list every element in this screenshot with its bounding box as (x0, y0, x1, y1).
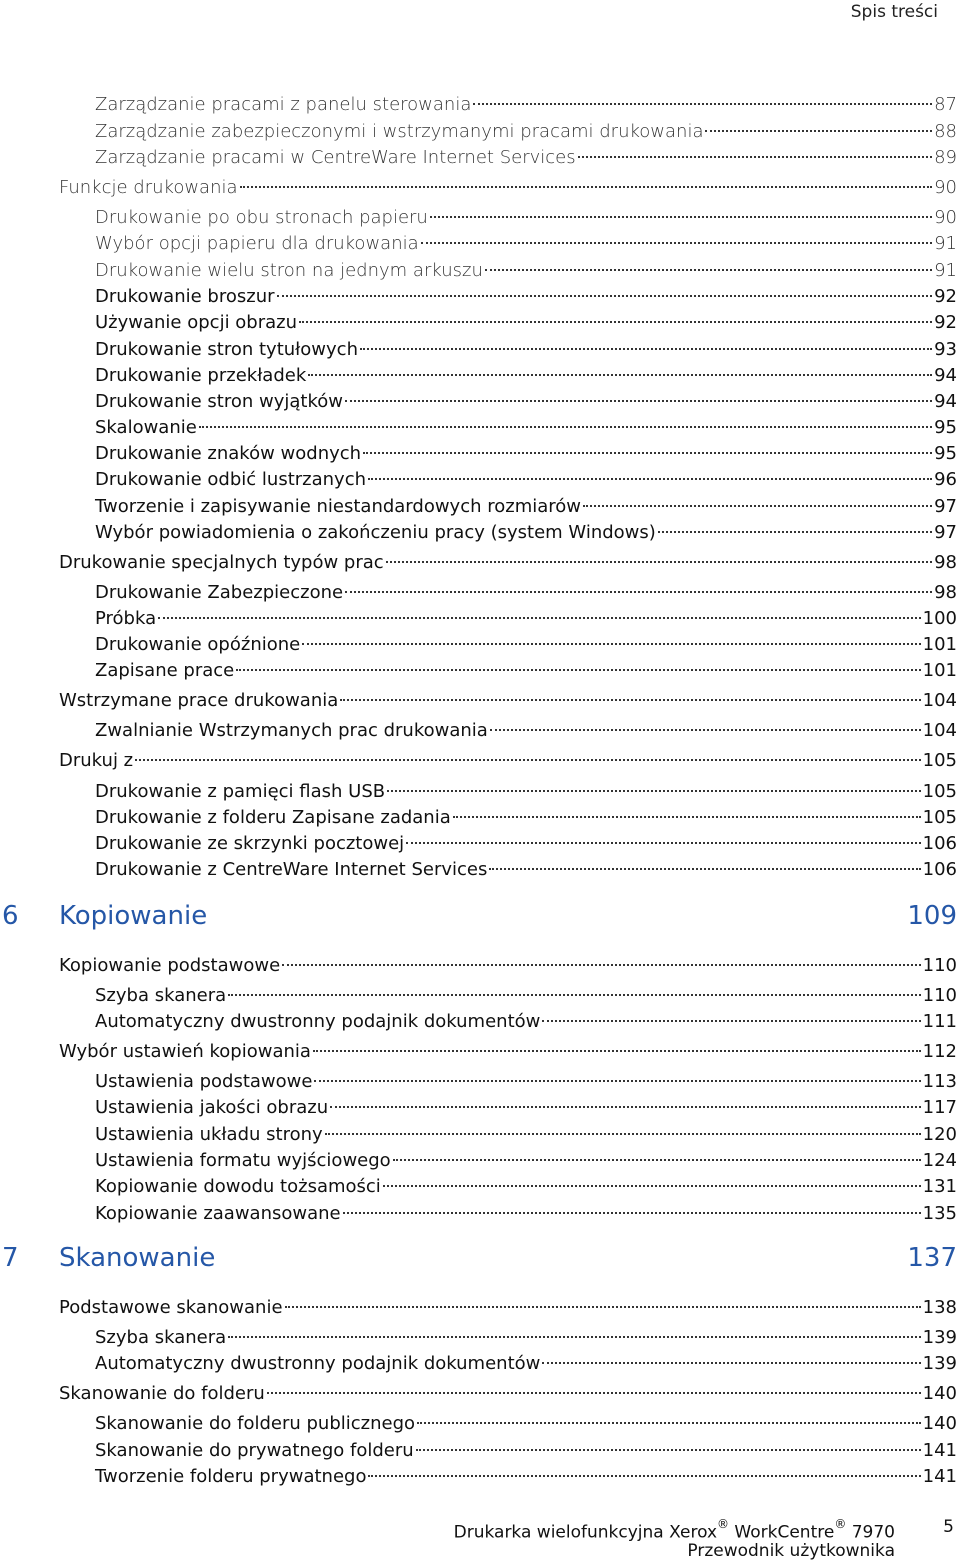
toc-entry-page: 101 (922, 634, 957, 655)
toc-entry-title: Drukowanie Zabezpieczone (95, 582, 344, 603)
dot-leader (277, 295, 933, 297)
toc-entry-page: 105 (922, 781, 957, 802)
toc-entry-title: Zarządzanie zabezpieczonymi i wstrzymanymi pracami drukowania (95, 121, 704, 142)
dot-leader (578, 156, 932, 158)
dot-leader (363, 452, 932, 454)
toc-entry-title: Wybór opcji papieru dla drukowania (95, 233, 419, 254)
toc-entry-page: 98 (934, 552, 957, 573)
footer-model: 7970 (851, 1522, 895, 1543)
toc-entry-page: 106 (922, 833, 957, 854)
toc-entry[interactable] (95, 1175, 957, 1199)
toc-entry[interactable] (95, 1149, 957, 1173)
toc-entry-page: 138 (922, 1297, 957, 1318)
toc-entry-title: Szyba skanera (95, 985, 227, 1006)
toc-entry[interactable] (95, 120, 957, 144)
toc-entry-page: 104 (922, 690, 957, 711)
toc-entry-page: 131 (922, 1176, 957, 1197)
toc-entry-title: Tworzenie folderu prywatnego (95, 1466, 367, 1487)
toc-entry-page: 93 (934, 339, 957, 360)
dot-leader (343, 1212, 921, 1214)
footer-guide-title: Przewodnik użytkownika (687, 1541, 895, 1561)
toc-entry[interactable] (95, 390, 957, 414)
dot-leader (658, 531, 932, 533)
toc-entry-title: Używanie opcji obrazu (95, 312, 298, 333)
chapter-number: 6 (2, 901, 19, 931)
toc-entry[interactable] (95, 1439, 957, 1463)
toc-entry[interactable] (95, 858, 957, 882)
toc-entry[interactable] (95, 1352, 957, 1376)
chapter-title: Kopiowanie (59, 901, 208, 931)
toc-entry-page: 141 (922, 1440, 957, 1461)
toc-entry-page: 113 (922, 1071, 957, 1092)
chapter-title: Skanowanie (59, 1243, 216, 1273)
toc-entry-page: 97 (934, 496, 957, 517)
footer-brand: Drukarka wielofunkcyjna Xerox (453, 1522, 718, 1543)
toc-entry[interactable] (95, 780, 957, 804)
toc-entry-title: Drukowanie stron tytułowych (95, 339, 358, 360)
dot-leader (416, 1449, 921, 1451)
toc-entry-title: Funkcje drukowania (59, 177, 238, 198)
toc-entry-title: Drukowanie opóźnione (95, 634, 301, 655)
dot-leader (285, 1306, 921, 1308)
footer-product: WorkCentre (734, 1522, 835, 1543)
dot-leader (473, 103, 932, 105)
toc-entry[interactable] (95, 984, 957, 1008)
dot-leader (705, 130, 932, 132)
dot-leader (313, 1050, 921, 1052)
dot-leader (490, 729, 921, 731)
dot-leader (345, 400, 932, 402)
dot-leader (387, 790, 921, 792)
toc-entry-page: 120 (922, 1124, 957, 1145)
toc-entry[interactable] (95, 607, 957, 631)
toc-entry-title: Kopiowanie zaawansowane (95, 1203, 341, 1224)
toc-entry-page: 91 (934, 260, 957, 281)
toc-entry-title: Ustawienia podstawowe (95, 1071, 313, 1092)
toc-entry[interactable] (95, 1010, 957, 1034)
toc-entry[interactable] (59, 689, 957, 713)
toc-entry-page: 140 (922, 1413, 957, 1434)
toc-entry-page: 94 (934, 391, 957, 412)
toc-entry-title: Drukowanie znaków wodnych (95, 443, 362, 464)
toc-entry[interactable] (95, 93, 957, 117)
toc-entry[interactable] (95, 468, 957, 492)
dot-leader (583, 505, 932, 507)
toc-entry-title: Wybór powiadomienia o zakończeniu pracy (system Windows) (95, 522, 656, 543)
toc-entry-title: Szyba skanera (95, 1327, 227, 1348)
toc-entry-title: Drukowanie wielu stron na jednym arkuszu (95, 260, 483, 281)
toc-entry-page: 140 (922, 1383, 957, 1404)
registered-mark: ® (834, 1517, 847, 1531)
toc-entry-page: 110 (922, 985, 957, 1006)
toc-entry[interactable] (95, 364, 957, 388)
toc-entry[interactable] (95, 832, 957, 856)
toc-entry-title: Drukuj z (59, 750, 134, 771)
dot-leader (330, 1106, 920, 1108)
registered-mark: ® (717, 1517, 730, 1531)
toc-entry-title: Drukowanie odbić lustrzanych (95, 469, 366, 490)
toc-entry-page: 95 (934, 443, 957, 464)
page-footer (0, 1515, 960, 1563)
toc-entry-page: 104 (922, 720, 957, 741)
toc-entry[interactable] (59, 749, 957, 773)
toc-entry-page: 88 (934, 121, 957, 142)
dot-leader (345, 591, 932, 593)
toc-entry[interactable] (95, 719, 957, 743)
toc-entry[interactable] (95, 442, 957, 466)
toc-entry-page: 89 (934, 147, 957, 168)
dot-leader (199, 426, 932, 428)
footer-page-number: 5 (943, 1517, 954, 1537)
toc-entry-title: Próbka (95, 608, 157, 629)
toc-entry-page: 105 (922, 750, 957, 771)
toc-entry[interactable] (95, 1412, 957, 1436)
toc-entry-title: Drukowanie broszur (95, 286, 275, 307)
dot-leader (421, 242, 932, 244)
toc-entry[interactable] (95, 232, 957, 256)
toc-entry-page: 95 (934, 417, 957, 438)
chapter-heading-6[interactable] (0, 898, 957, 934)
toc-entry-title: Automatyczny dwustronny podajnik dokumentów (95, 1011, 541, 1032)
page-header (851, 0, 938, 24)
dot-leader (485, 269, 932, 271)
toc-entry-page: 87 (934, 94, 957, 115)
toc-entry-title: Drukowanie po obu stronach papieru (95, 207, 428, 228)
dot-leader (542, 1020, 920, 1022)
dot-leader (386, 561, 932, 563)
toc-entry-page: 105 (922, 807, 957, 828)
toc-entry[interactable] (95, 495, 957, 519)
toc-entry[interactable] (95, 659, 957, 683)
toc-entry-page: 94 (934, 365, 957, 386)
toc-entry-page: 110 (922, 955, 957, 976)
toc-entry-title: Drukowanie z folderu Zapisane zadania (95, 807, 451, 828)
toc-entry[interactable] (95, 581, 957, 605)
toc-entry-title: Ustawienia układu strony (95, 1124, 323, 1145)
toc-entry[interactable] (59, 176, 957, 200)
toc-entry-page: 141 (922, 1466, 957, 1487)
dot-leader (417, 1422, 921, 1424)
chapter-page: 137 (907, 1243, 957, 1273)
dot-leader (325, 1133, 921, 1135)
toc-entry-page: 92 (934, 286, 957, 307)
dot-leader (308, 374, 932, 376)
dot-leader (406, 842, 920, 844)
dot-leader (314, 1080, 920, 1082)
dot-leader (282, 964, 920, 966)
toc-entry[interactable] (95, 521, 957, 545)
toc-entry[interactable] (95, 259, 957, 283)
toc-entry[interactable] (95, 416, 957, 440)
toc-entry-page: 101 (922, 660, 957, 681)
toc-entry-title: Skalowanie (95, 417, 197, 438)
toc-entry-title: Podstawowe skanowanie (59, 1297, 283, 1318)
toc-entry-title: Zarządzanie pracami z panelu sterowania (95, 94, 472, 115)
toc-entry-title: Drukowanie z pamięci flash USB (95, 781, 386, 802)
toc-entry-page: 90 (934, 177, 957, 198)
dot-leader (368, 1475, 920, 1477)
toc-entry[interactable] (59, 1040, 957, 1064)
toc-entry-page: 139 (922, 1353, 957, 1374)
dot-leader (240, 186, 933, 188)
dot-leader (360, 348, 932, 350)
toc-entry[interactable] (59, 954, 957, 978)
toc-entry[interactable] (95, 285, 957, 309)
toc-entry-page: 124 (922, 1150, 957, 1171)
toc-entry-title: Ustawienia jakości obrazu (95, 1097, 329, 1118)
toc-entry-title: Kopiowanie dowodu tożsamości (95, 1176, 381, 1197)
dot-leader (542, 1362, 920, 1364)
toc-entry-title: Zwalnianie Wstrzymanych prac drukowania (95, 720, 488, 741)
dot-leader (340, 699, 920, 701)
toc-entry-title: Tworzenie i zapisywanie niestandardowych rozmiarów (95, 496, 581, 517)
toc-entry[interactable] (95, 633, 957, 657)
toc-entry-page: 97 (934, 522, 957, 543)
toc-entry-page: 117 (922, 1097, 957, 1118)
toc-entry[interactable] (59, 551, 957, 575)
toc-entry-title: Wstrzymane prace drukowania (59, 690, 339, 711)
chapter-number: 7 (2, 1243, 19, 1273)
toc-entry-title: Drukowanie z CentreWare Internet Services (95, 859, 488, 880)
chapter-heading-7[interactable] (0, 1240, 957, 1276)
toc-entry[interactable] (59, 1382, 957, 1406)
dot-leader (228, 1336, 921, 1338)
toc-entry-page: 100 (922, 608, 957, 629)
toc-entry-title: Skanowanie do folderu (59, 1383, 265, 1404)
toc-entry-title: Wybór ustawień kopiowania (59, 1041, 311, 1062)
toc-entry[interactable] (95, 806, 957, 830)
toc-entry-title: Zarządzanie pracami w CentreWare Internet Services (95, 147, 576, 168)
toc-entry-page: 90 (934, 207, 957, 228)
dot-leader (430, 216, 932, 218)
toc-entry-page: 91 (934, 233, 957, 254)
dot-leader (393, 1159, 921, 1161)
dot-leader (236, 669, 920, 671)
dot-leader (383, 1185, 921, 1187)
toc-entry[interactable] (95, 1202, 957, 1226)
toc-entry-page: 92 (934, 312, 957, 333)
header-title: Spis treści (850, 2, 938, 22)
toc-entry-title: Zapisane prace (95, 660, 235, 681)
dot-leader (453, 816, 921, 818)
toc-entry[interactable] (95, 206, 957, 230)
toc-entry-page: 139 (922, 1327, 957, 1348)
chapter-page: 109 (907, 901, 957, 931)
dot-leader (158, 617, 921, 619)
toc-entry-page: 135 (922, 1203, 957, 1224)
dot-leader (489, 868, 920, 870)
toc-entry-page: 96 (934, 469, 957, 490)
toc-entry-page: 111 (922, 1011, 957, 1032)
toc-entry[interactable] (95, 311, 957, 335)
toc-entry-title: Kopiowanie podstawowe (59, 955, 281, 976)
toc-entry-title: Automatyczny dwustronny podajnik dokumentów (95, 1353, 541, 1374)
toc-entry[interactable] (95, 1326, 957, 1350)
toc-entry-title: Drukowanie ze skrzynki pocztowej (95, 833, 405, 854)
toc-entry[interactable] (95, 146, 957, 170)
dot-leader (135, 759, 921, 761)
toc-entry-title: Skanowanie do folderu publicznego (95, 1413, 416, 1434)
toc-entry-title: Drukowanie specjalnych typów prac (59, 552, 384, 573)
toc-entry-title: Ustawienia formatu wyjściowego (95, 1150, 391, 1171)
toc-entry[interactable] (95, 1465, 957, 1489)
toc-entry-page: 106 (922, 859, 957, 880)
dot-leader (267, 1392, 921, 1394)
toc-entry-title: Drukowanie stron wyjątków (95, 391, 343, 412)
dot-leader (228, 994, 921, 996)
toc-entry[interactable] (95, 1070, 957, 1094)
toc-entry[interactable] (59, 1296, 957, 1320)
toc-entry[interactable] (95, 1096, 957, 1120)
toc-entry[interactable] (95, 338, 957, 362)
toc-entry-page: 98 (934, 582, 957, 603)
toc-entry-title: Drukowanie przekładek (95, 365, 307, 386)
toc-entry-title: Skanowanie do prywatnego folderu (95, 1440, 414, 1461)
toc-entry[interactable] (95, 1123, 957, 1147)
dot-leader (302, 643, 920, 645)
dot-leader (368, 478, 932, 480)
dot-leader (299, 321, 932, 323)
toc-entry-page: 112 (922, 1041, 957, 1062)
